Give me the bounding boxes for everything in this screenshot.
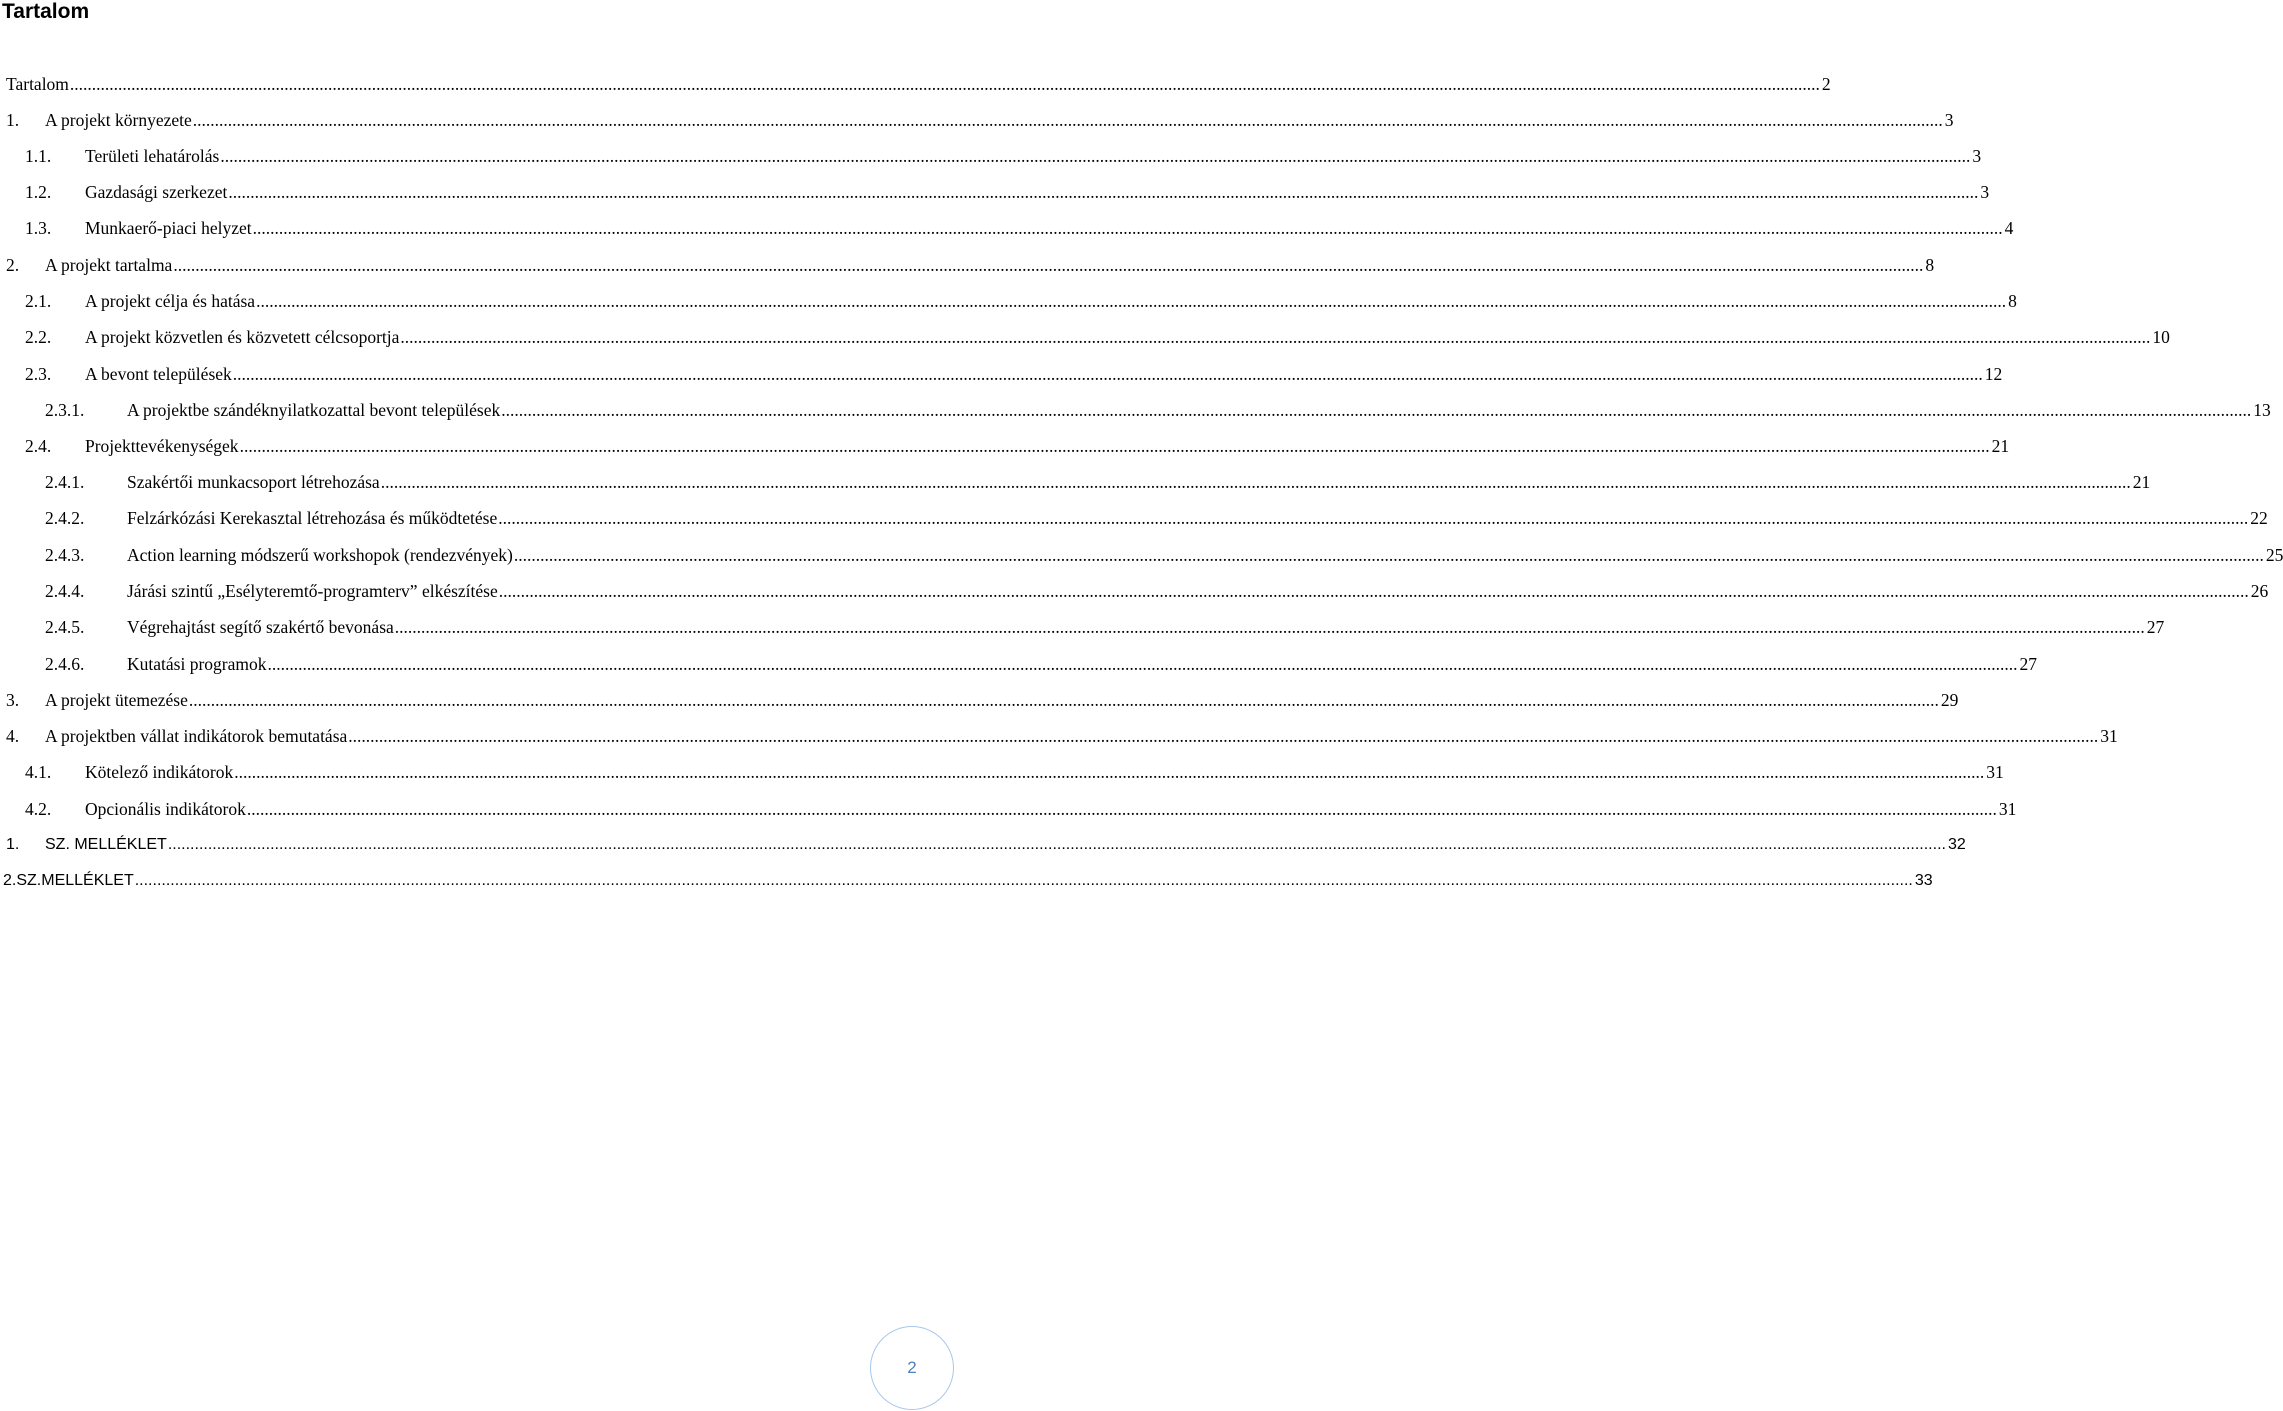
toc-entry-title: A projekt tartalma xyxy=(45,255,173,275)
toc-entry[interactable] xyxy=(0,467,2151,497)
toc-entry-page: 13 xyxy=(2253,400,2271,420)
toc-entry-title: A projekt célja és hatása xyxy=(85,291,256,311)
toc-entry[interactable] xyxy=(0,322,2170,352)
toc-entry-title: SZ. MELLÉKLET xyxy=(45,836,167,853)
toc-entry-number: 4.1. xyxy=(25,762,52,782)
toc-entry[interactable] xyxy=(0,649,2037,679)
toc-dot-leader: ................................................................................................................................................................................................................................................................................................................................................................................................................ xyxy=(501,400,2252,420)
toc-entry-title: Munkaerő-piaci helyzet xyxy=(85,218,252,238)
toc-entry-number: 1.1. xyxy=(25,146,52,166)
toc-entry-page: 25 xyxy=(2265,545,2283,565)
toc-entry-number: 2.4.6. xyxy=(45,654,85,674)
toc-entry-title: 2.SZ.MELLÉKLET xyxy=(3,872,134,889)
toc-entry-title: Járási szintű „Esélyteremtő-programterv” elkészítése xyxy=(127,581,498,601)
toc-entry-number: 2.4.5. xyxy=(45,617,85,637)
toc-entry-page: 22 xyxy=(2250,508,2268,528)
toc-entry-number: 2.4. xyxy=(25,436,52,456)
toc-entry-page: 8 xyxy=(2008,291,2017,311)
toc-entry-page: 29 xyxy=(1940,690,1959,710)
toc-entry-number: 1.2. xyxy=(25,182,52,202)
toc-entry[interactable] xyxy=(0,757,2004,787)
toc-entry-title: Szakértői munkacsoport létrehozása xyxy=(127,472,380,492)
toc-entry-title: Kutatási programok xyxy=(127,654,267,674)
toc-dot-leader: ................................................................................................................................................................................................................................................................................................................................................................................................................ xyxy=(400,327,2151,347)
toc-entry-page: 31 xyxy=(2100,726,2118,746)
toc-entry-title: Projekttevékenységek xyxy=(85,436,239,456)
toc-entry-title: A projekt környezete xyxy=(45,110,192,130)
toc-entry-title: A projektbe szándéknyilatkozattal bevont települések xyxy=(127,400,501,420)
toc-dot-leader: ................................................................................................................................................................................................................................................................................................................................................................................................................ xyxy=(246,799,1997,819)
toc-entry-page: 32 xyxy=(1947,836,1966,853)
toc-entry[interactable] xyxy=(0,69,1831,99)
toc-dot-leader: ................................................................................................................................................................................................................................................................................................................................................................................................................ xyxy=(228,182,1979,202)
toc-dot-leader: ................................................................................................................................................................................................................................................................................................................................................................................................................ xyxy=(380,472,2131,492)
toc-entry[interactable] xyxy=(0,213,2014,243)
toc-dot-leader: ................................................................................................................................................................................................................................................................................................................................................................................................................ xyxy=(513,545,2264,565)
toc-entry-title: Területi lehatárolás xyxy=(85,146,220,166)
toc-dot-leader: ................................................................................................................................................................................................................................................................................................................................................................................................................ xyxy=(134,872,1913,889)
toc-entry-page: 21 xyxy=(1991,436,2010,456)
toc-dot-leader: ................................................................................................................................................................................................................................................................................................................................................................................................................ xyxy=(220,146,1971,166)
toc-entry-number: 2.4.2. xyxy=(45,508,85,528)
toc-entry-number: 4. xyxy=(6,726,20,746)
toc-entry-title: A projekt közvetlen és közvetett célcsoportja xyxy=(85,327,400,347)
toc-entry-number: 2.3.1. xyxy=(45,400,85,420)
toc-dot-leader: ................................................................................................................................................................................................................................................................................................................................................................................................................ xyxy=(192,110,1943,130)
toc-entry-page: 2 xyxy=(1821,74,1831,94)
toc-entry[interactable] xyxy=(0,359,2003,389)
toc-entry-title: Kötelező indikátorok xyxy=(85,762,234,782)
toc-entry-page: 8 xyxy=(1925,255,1935,275)
toc-entry-page: 33 xyxy=(1914,872,1933,889)
toc-dot-leader: ................................................................................................................................................................................................................................................................................................................................................................................................................ xyxy=(173,255,1924,275)
toc-entry-title: Tartalom xyxy=(6,74,69,94)
toc-dot-leader: ................................................................................................................................................................................................................................................................................................................................................................................................................ xyxy=(498,581,2249,601)
toc-entry[interactable] xyxy=(0,395,2271,425)
toc-dot-leader: ................................................................................................................................................................................................................................................................................................................................................................................................................ xyxy=(69,74,1820,94)
toc-entry-page: 3 xyxy=(1980,182,1990,202)
toc-entry[interactable] xyxy=(0,250,1935,280)
toc-dot-leader: ................................................................................................................................................................................................................................................................................................................................................................................................................ xyxy=(239,436,1990,456)
toc-entry-title: Gazdasági szerkezet xyxy=(85,182,228,202)
toc-entry-title: Felzárkózási Kerekasztal létrehozása és működtetése xyxy=(127,508,498,528)
toc-entry-title: Opcionális indikátorok xyxy=(85,799,246,819)
toc-entry-page: 27 xyxy=(2019,654,2037,674)
toc-entry[interactable] xyxy=(0,286,2017,316)
toc-entry-number: 4.2. xyxy=(25,799,52,819)
toc-dot-leader: ................................................................................................................................................................................................................................................................................................................................................................................................................ xyxy=(267,654,2018,674)
toc-entry-page: 27 xyxy=(2146,617,2165,637)
toc-entry-title: Végrehajtást segítő szakértő bevonása xyxy=(127,617,394,637)
toc-dot-leader: ................................................................................................................................................................................................................................................................................................................................................................................................................ xyxy=(167,836,1946,853)
toc-entry-page: 26 xyxy=(2250,581,2269,601)
toc-dot-leader: ................................................................................................................................................................................................................................................................................................................................................................................................................ xyxy=(256,291,2007,311)
toc-entry-title: Action learning módszerű workshopok (rendezvények) xyxy=(127,545,513,565)
toc-entry-number: 2.4.1. xyxy=(45,472,85,492)
toc-entry-number: 2.3. xyxy=(25,364,52,384)
toc-entry-number: 2.4.4. xyxy=(45,581,85,601)
toc-dot-leader: ................................................................................................................................................................................................................................................................................................................................................................................................................ xyxy=(348,726,2099,746)
toc-entry[interactable] xyxy=(0,794,2017,824)
toc-dot-leader: ................................................................................................................................................................................................................................................................................................................................................................................................................ xyxy=(252,218,2003,238)
toc-entry-number: 2.4.3. xyxy=(45,545,85,565)
toc-entry[interactable] xyxy=(0,612,2165,642)
toc-dot-leader: ................................................................................................................................................................................................................................................................................................................................................................................................................ xyxy=(232,364,1983,384)
toc-entry-page: 4 xyxy=(2004,218,2014,238)
toc-entry-title: A projekt ütemezése xyxy=(45,690,188,710)
toc-entry[interactable] xyxy=(0,105,1954,135)
toc-entry-page: 31 xyxy=(1986,762,2004,782)
toc-entry[interactable] xyxy=(0,866,1933,896)
toc-dot-leader: ................................................................................................................................................................................................................................................................................................................................................................................................................ xyxy=(394,617,2145,637)
toc-dot-leader: ................................................................................................................................................................................................................................................................................................................................................................................................................ xyxy=(188,690,1939,710)
toc-entry-page: 31 xyxy=(1998,799,2017,819)
toc-entry[interactable] xyxy=(0,503,2268,533)
toc-entry-number: 1. xyxy=(6,836,20,853)
toc-entry-number: 2. xyxy=(6,255,20,275)
toc-entry-page: 10 xyxy=(2152,327,2170,347)
toc-entry-number: 1. xyxy=(6,110,20,130)
toc-dot-leader: ................................................................................................................................................................................................................................................................................................................................................................................................................ xyxy=(234,762,1985,782)
toc-heading: Tartalom xyxy=(2,0,90,23)
toc-entry-page: 12 xyxy=(1984,364,2003,384)
toc-entry-page: 21 xyxy=(2132,472,2151,492)
toc-entry-page: 3 xyxy=(1944,110,1954,130)
toc-dot-leader: ................................................................................................................................................................................................................................................................................................................................................................................................................ xyxy=(498,508,2249,528)
toc-entry[interactable] xyxy=(0,177,1990,207)
toc-entry[interactable] xyxy=(0,830,1966,860)
toc-entry-title: A projektben vállat indikátorok bemutatása xyxy=(45,726,348,746)
toc-entry-number: 2.2. xyxy=(25,327,52,347)
toc-entry-number: 1.3. xyxy=(25,218,52,238)
toc-entry-number: 2.1. xyxy=(25,291,52,311)
toc-entry[interactable] xyxy=(0,141,1982,171)
toc-entry-number: 3. xyxy=(6,690,20,710)
page-number-badge: 2 xyxy=(870,1326,954,1410)
toc-entry-page: 3 xyxy=(1972,146,1982,166)
toc-entry-title: A bevont települések xyxy=(85,364,232,384)
toc-entry[interactable] xyxy=(0,721,2118,751)
toc-entry[interactable] xyxy=(0,576,2269,606)
toc-entry[interactable] xyxy=(0,685,1959,715)
toc-entry[interactable] xyxy=(0,540,2283,570)
toc-entry[interactable] xyxy=(0,431,2010,461)
